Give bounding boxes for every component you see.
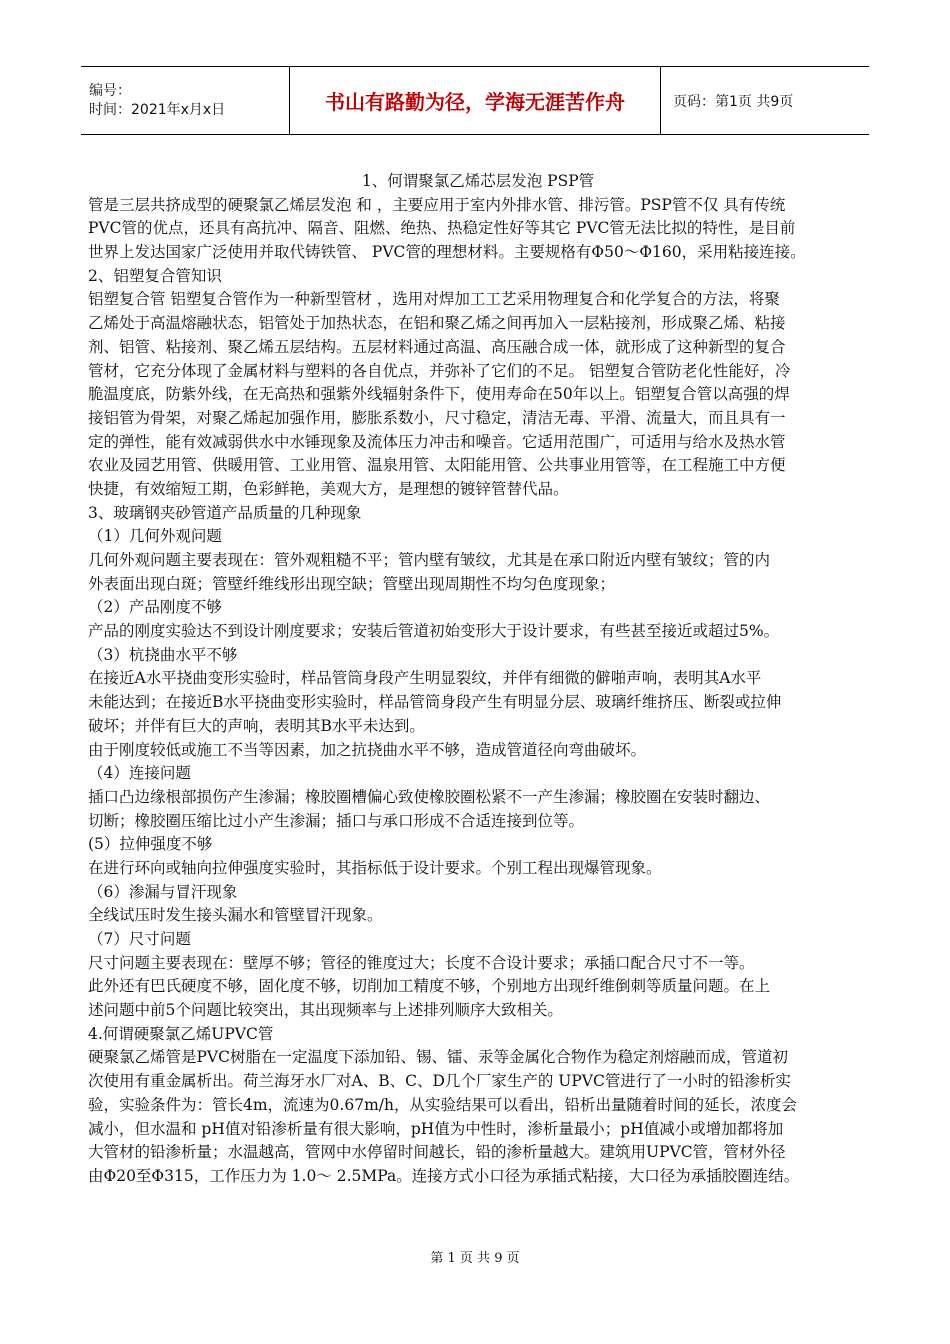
- body-line: 接铝管为骨架，对聚乙烯起加强作用，膨胀系数小，尺寸稳定，清洁无毒、平滑、流量大，而且具有一: [88, 408, 786, 427]
- body-line: 由于刚度较低或施工不当等因素，加之抗挠曲水平不够，造成管道径向弯曲破坏。: [88, 740, 647, 759]
- header-page-cell: [661, 67, 869, 134]
- body-line: 次使用有重金属析出。荷兰海牙水厂对A、B、C、D几个厂家生产的 UPVC管进行了一小时的铅渗析实: [88, 1072, 791, 1091]
- body-line: （1）几何外观问题: [88, 527, 222, 546]
- body-line: 大管材的铅渗析量；水温越高，管网中水停留时间越长，铅的渗析量越大。建筑用UPVC管，管材外径: [88, 1143, 786, 1162]
- body-line: 农业及园艺用管、供暖用管、工业用管、温泉用管、太阳能用管、公共事业用管等，在工程施工中方便: [88, 456, 786, 475]
- document-header: [81, 66, 869, 135]
- body-line: (5）拉伸强度不够: [88, 835, 213, 854]
- body-line: 尺寸问题主要表现在：壁厚不够；管径的锥度过大；长度不合设计要求；承插口配合尺寸不一等。: [88, 953, 755, 972]
- page-footer: [0, 1247, 950, 1266]
- body-line: （6）渗漏与冒汗现象: [88, 882, 238, 901]
- document-time-label: 时间：2021年x月x日: [89, 101, 226, 118]
- document-body: [88, 170, 868, 1189]
- body-line: （2）产品刚度不够: [88, 598, 222, 617]
- body-line: 插口凸边缘根部损伤产生渗漏；橡胶圈槽偏心致使橡胶圈松紧不一产生渗漏；橡胶圈在安装时翻边、: [88, 787, 771, 806]
- body-line: （7）尺寸问题: [88, 930, 191, 948]
- body-line: 几何外观问题主要表现在：管外观粗糙不平；管内壁有皱纹，尤其是在承口附近内壁有皱纹；管的内: [88, 551, 771, 569]
- body-line: 定的弹性，能有效减弱供水中水锤现象及流体压力冲击和噪音。它适用范围广，可适用与给水及热水管: [88, 432, 786, 451]
- body-line: 管材，它充分体现了金属材料与塑料的各自优点，并弥补了它们的不足。 铝塑复合管防老化性能好，冷: [88, 361, 791, 380]
- body-line: 3、玻璃钢夹砂管道产品质量的几种现象: [88, 503, 362, 522]
- body-line: PVC管的优点，还具有高抗冲、隔音、阻燃、绝热、热稳定性好等其它 PVC管无法比拟的特性，是目前: [88, 219, 796, 238]
- body-line: 外表面出现白斑；管壁纤维线形出现空缺；管壁出现周期性不均匀色度现象；: [88, 574, 616, 593]
- body-line: 管是三层共挤成型的硬聚氯乙烯层发泡 和 ，主要应用于室内外排水管、排污管。PSP管不仅 具有传统: [88, 195, 786, 214]
- body-line: 产品的刚度实验达不到设计刚度要求；安装后管道初始变形大于设计要求，有些甚至接近或超过5%。: [88, 622, 780, 641]
- body-line: 剂、铝管、粘接剂、聚乙烯五层结构。五层材料通过高温、高压融合成一体，就形成了这种新型的复合: [88, 337, 786, 356]
- body-line: 切断；橡胶圈压缩比过小产生渗漏；插口与承口形成不合适连接到位等。: [88, 811, 585, 830]
- body-line: （3）杭挠曲水平不够: [88, 645, 238, 664]
- body-line: 铝塑复合管 铝塑复合管作为一种新型管材 ，选用对焊加工工艺采用物理复合和化学复合的方法，将聚: [88, 290, 780, 309]
- body-line: 在进行环向或轴向拉伸强度实验时，其指标低于设计要求。个别工程出现爆管现象。: [88, 858, 662, 877]
- header-page-label: 页码：第1页 共9页: [673, 93, 794, 110]
- body-line: 由Φ20至Φ315，工作压力为 1.0～ 2.5MPa。连接方式小口径为承插式粘接，大口径为承插胶圈连结。: [88, 1166, 800, 1185]
- body-line: 4.何谓硬聚氯乙烯UPVC管: [88, 1024, 274, 1043]
- header-motto: 书山有路勤为径，学海无涯苦作舟: [325, 90, 625, 114]
- body-line: 脆温度底，防紫外线，在无高热和强紫外线辐射条件下，使用寿命在50年以上。铝塑复合管以高强的焊: [88, 385, 790, 404]
- body-line: 2、铝塑复合管知识: [88, 266, 222, 285]
- body-line: 乙烯处于高温熔融状态，铝管处于加热状态，在铝和聚乙烯之间再加入一层粘接剂，形成聚乙烯、粘接: [88, 314, 786, 333]
- footer-page-number: 第 1 页 共 9 页: [430, 1251, 520, 1266]
- body-line: 验，实验条件为：管长4m，流速为0.67m/h，从实验结果可以看出，铅析出量随着时间的延长，浓度会: [88, 1095, 797, 1114]
- body-line: 全线试压时发生接头漏水和管壁冒汗现象。: [88, 906, 383, 925]
- body-line: 在接近A水平挠曲变形实验时，样品管筒身段产生明显裂纹，并伴有细微的僻啪声响，表明其A水平: [88, 669, 762, 688]
- body-line: 述问题中前5个问题比较突出，其出现频率与上述排列顺序大致相关。: [88, 1001, 563, 1020]
- body-line: （4）连接问题: [88, 764, 191, 783]
- document-number-label: 编号：: [89, 82, 131, 99]
- header-meta: [81, 67, 290, 134]
- body-line: 未能达到；在接近B水平挠曲变形实验时，样品管筒身段产生有明显分层、玻璃纤维挤压、断裂或拉伸: [88, 693, 782, 712]
- section-title: 1、何谓聚氯乙烯芯层发泡 PSP管: [361, 172, 595, 190]
- body-line: 快捷，有效缩短工期，色彩鲜艳，美观大方，是理想的镀锌管替代品。: [88, 479, 569, 498]
- body-line: 世界上发达国家广泛使用并取代铸铁管、 PVC管的理想材料。主要规格有Φ50～Φ160，采用粘接连接。: [88, 243, 806, 262]
- header-motto-cell: [290, 67, 661, 134]
- body-line: 硬聚氯乙烯管是PVC树脂在一定温度下添加铅、锡、镭、汞等金属化合物作为稳定剂熔融而成，管道初: [88, 1048, 788, 1067]
- body-line: 破坏；并伴有巨大的声响，表明其B水平未达到。: [88, 716, 425, 735]
- body-line: 减小，但水温和 pH值对铅渗析量有很大影响，pH值为中性时，渗析量最小；pH值减小或增加都将加: [88, 1119, 784, 1138]
- body-line: 此外还有巴氏硬度不够，固化度不够，切削加工精度不够，个别地方出现纤维倒刺等质量问题。在上: [88, 977, 771, 996]
